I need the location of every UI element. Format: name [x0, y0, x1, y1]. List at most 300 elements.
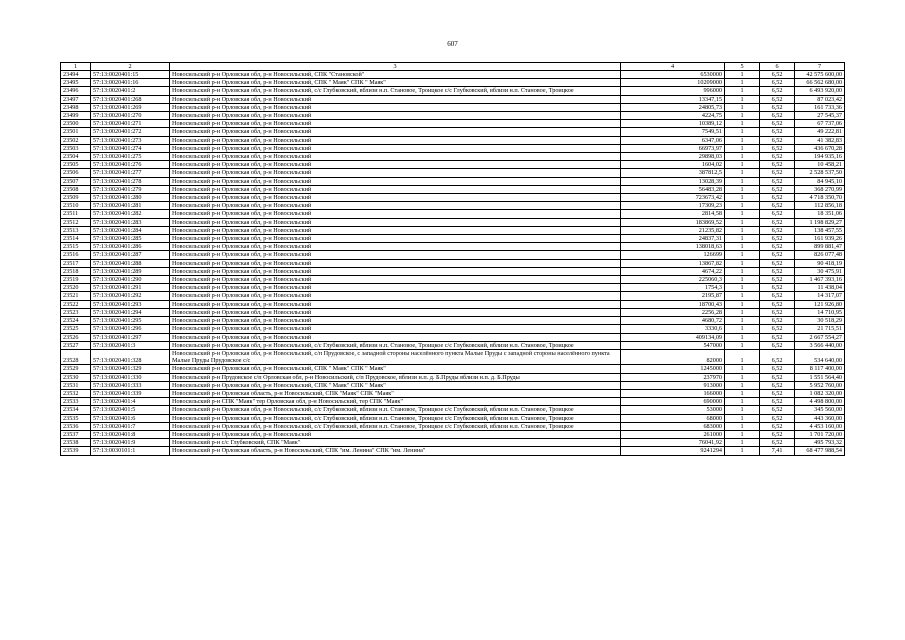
- cadastral-value: 21 715,51: [795, 325, 845, 333]
- rate: 6,52: [760, 95, 795, 103]
- address: Новосильский р-н Орловская обл, р-н Новосильский, СПК " Маяк" СПК " Маяк": [170, 365, 621, 373]
- row-id: 23507: [61, 177, 91, 185]
- address: Новосильский р-н Орловская обл, р-н Новосильский, СПК "Становской": [170, 71, 621, 79]
- column-header: 1: [61, 63, 91, 71]
- area: 547000: [621, 341, 725, 349]
- address: Новосильский р-н Орловская обл, р-н Новосильский: [170, 251, 621, 259]
- address: Новосильский р-н Орловская обл, р-н Новосильский, с/с Глубковский, вблизи н.п. Становое, Троицкое с/с Глубковский, вблизи н.п. Становое, Троицкое: [170, 406, 621, 414]
- area: 29898,03: [621, 153, 725, 161]
- table-row: [61, 414, 845, 422]
- page-number: 607: [447, 40, 458, 48]
- row-id: 23535: [61, 414, 91, 422]
- table-row: [61, 422, 845, 430]
- rate: 6,52: [760, 210, 795, 218]
- coefficient: 1: [725, 300, 760, 308]
- address: Новосильский р-н Орловская обл, р-н Новосильский: [170, 243, 621, 251]
- area: 138018,63: [621, 243, 725, 251]
- cadastral-value: 4 453 160,00: [795, 422, 845, 430]
- rate: 6,52: [760, 161, 795, 169]
- rate: 6,52: [760, 422, 795, 430]
- row-id: 23527: [61, 341, 91, 349]
- row-id: 23521: [61, 292, 91, 300]
- cadastral-number: 57:13:0020401:296: [91, 325, 170, 333]
- table-row: [61, 136, 845, 144]
- cadastral-value: 436 670,28: [795, 144, 845, 152]
- address: Новосильский р-н Орловская обл, р-н Новосильский: [170, 226, 621, 234]
- row-id: 23534: [61, 406, 91, 414]
- table-row: [61, 447, 845, 455]
- cadastral-number: 57:13:0020401:16: [91, 79, 170, 87]
- area: 4674,22: [621, 267, 725, 275]
- cadastral-value: 3 566 440,00: [795, 341, 845, 349]
- row-id: 23531: [61, 381, 91, 389]
- address: Новосильский р-н Орловская обл, р-н Новосильский: [170, 292, 621, 300]
- coefficient: 1: [725, 226, 760, 234]
- coefficient: 1: [725, 422, 760, 430]
- column-header: 7: [795, 63, 845, 71]
- row-id: 23500: [61, 120, 91, 128]
- address: Новосильский р-н Орловская обл, р-н Новосильский: [170, 267, 621, 275]
- address: Новосильский р-н Орловская обл, р-н Новосильский, СПК " Маяк" СПК " Маяк": [170, 79, 621, 87]
- table-row: [61, 161, 845, 169]
- rate: 6,52: [760, 251, 795, 259]
- address: Новосильский р-н Орловская обл, р-н Новосильский: [170, 136, 621, 144]
- address: Новосильский р-н Орловская обл, р-н Новосильский: [170, 300, 621, 308]
- rate: 6,52: [760, 79, 795, 87]
- cadastral-value: 49 222,81: [795, 128, 845, 136]
- rate: 6,52: [760, 226, 795, 234]
- coefficient: 1: [725, 169, 760, 177]
- row-id: 23524: [61, 317, 91, 325]
- coefficient: 1: [725, 317, 760, 325]
- address: Новосильский р-н Орловская обл, р-н Новосильский: [170, 333, 621, 341]
- cadastral-number: 57:13:0020401:290: [91, 276, 170, 284]
- cadastral-value: 194 935,16: [795, 153, 845, 161]
- table-body: [61, 71, 845, 456]
- area: 21235,82: [621, 226, 725, 234]
- table-row: [61, 284, 845, 292]
- address: Новосильский р-н Орловская обл, р-н Новосильский: [170, 202, 621, 210]
- address: Новосильский р-н Орловская обл, р-н Новосильский: [170, 308, 621, 316]
- rate: 6,52: [760, 284, 795, 292]
- coefficient: 1: [725, 202, 760, 210]
- coefficient: 1: [725, 341, 760, 349]
- cadastral-value: 534 640,00: [795, 349, 845, 364]
- cadastral-value-table: [60, 62, 845, 456]
- area: 56483,28: [621, 185, 725, 193]
- cadastral-number: 57:13:0020401:292: [91, 292, 170, 300]
- coefficient: 1: [725, 398, 760, 406]
- address: Новосильский р-н Орловская обл, р-н Новосильский: [170, 128, 621, 136]
- row-id: 23506: [61, 169, 91, 177]
- row-id: 23519: [61, 276, 91, 284]
- table-row: [61, 202, 845, 210]
- cadastral-value: 443 360,00: [795, 414, 845, 422]
- cadastral-value: 4 718 350,70: [795, 194, 845, 202]
- cadastral-value: 27 545,37: [795, 112, 845, 120]
- address: Новосильский р-н с/с Глубковский, СПК "Маяк": [170, 439, 621, 447]
- area: 4224,75: [621, 112, 725, 120]
- coefficient: 1: [725, 389, 760, 397]
- coefficient: 1: [725, 79, 760, 87]
- row-id: 23539: [61, 447, 91, 455]
- rate: 6,52: [760, 430, 795, 438]
- table-row: [61, 144, 845, 152]
- column-header: 4: [621, 63, 725, 71]
- cadastral-number: 57:13:0020401:268: [91, 95, 170, 103]
- row-id: 23502: [61, 136, 91, 144]
- coefficient: 1: [725, 136, 760, 144]
- address: Новосильский р-н Орловская обл, р-н Новосильский: [170, 153, 621, 161]
- rate: 6,52: [760, 439, 795, 447]
- row-id: 23537: [61, 430, 91, 438]
- table-row: [61, 79, 845, 87]
- row-id: 23525: [61, 325, 91, 333]
- address: Новосильский р-н Орловская обл, р-н Новосильский: [170, 112, 621, 120]
- rate: 6,52: [760, 414, 795, 422]
- row-id: 23533: [61, 398, 91, 406]
- cadastral-value: 30 475,91: [795, 267, 845, 275]
- address: Новосильский р-н Орловская обл, р-н Новосильский: [170, 210, 621, 218]
- area: 1754,3: [621, 284, 725, 292]
- cadastral-value: 14 317,07: [795, 292, 845, 300]
- row-id: 23520: [61, 284, 91, 292]
- table-row: [61, 439, 845, 447]
- cadastral-number: 57:13:0020401:273: [91, 136, 170, 144]
- address: Новосильский р-н Орловская обл, р-н Новосильский: [170, 218, 621, 226]
- cadastral-value: 495 793,32: [795, 439, 845, 447]
- row-id: 23523: [61, 308, 91, 316]
- cadastral-value: 30 518,29: [795, 317, 845, 325]
- rate: 6,52: [760, 259, 795, 267]
- area: 24805,73: [621, 103, 725, 111]
- area: 13867,82: [621, 259, 725, 267]
- cadastral-number: 57:13:0020401:289: [91, 267, 170, 275]
- coefficient: 1: [725, 381, 760, 389]
- cadastral-value: 2 528 537,50: [795, 169, 845, 177]
- cadastral-value: 1 701 720,00: [795, 430, 845, 438]
- cadastral-number: 57:13:0020401:279: [91, 185, 170, 193]
- row-id: 23509: [61, 194, 91, 202]
- rate: 6,52: [760, 112, 795, 120]
- area: 24837,31: [621, 235, 725, 243]
- coefficient: 1: [725, 177, 760, 185]
- row-id: 23530: [61, 373, 91, 381]
- cadastral-value: 6 493 920,00: [795, 87, 845, 95]
- row-id: 23514: [61, 235, 91, 243]
- cadastral-number: 57:13:0020401:280: [91, 194, 170, 202]
- cadastral-value: 68 477 988,54: [795, 447, 845, 455]
- rate: 6,52: [760, 218, 795, 226]
- rate: 6,52: [760, 267, 795, 275]
- cadastral-number: 57:13:0020401:15: [91, 71, 170, 79]
- row-id: 23503: [61, 144, 91, 152]
- area: 166000: [621, 389, 725, 397]
- coefficient: 1: [725, 276, 760, 284]
- coefficient: 1: [725, 112, 760, 120]
- cadastral-value: 1 198 829,27: [795, 218, 845, 226]
- cadastral-value: 826 077,48: [795, 251, 845, 259]
- cadastral-number: 57:13:0020401:294: [91, 308, 170, 316]
- table-row: [61, 218, 845, 226]
- rate: 6,52: [760, 317, 795, 325]
- area: 53000: [621, 406, 725, 414]
- cadastral-value: 8 117 400,00: [795, 365, 845, 373]
- area: 409134,09: [621, 333, 725, 341]
- area: 6347,06: [621, 136, 725, 144]
- cadastral-number: 57:13:0020401:282: [91, 210, 170, 218]
- area: 2256,28: [621, 308, 725, 316]
- rate: 6,52: [760, 349, 795, 364]
- area: 13028,39: [621, 177, 725, 185]
- address: Новосильский р-н Орловская обл, р-н Новосильский: [170, 185, 621, 193]
- coefficient: 1: [725, 194, 760, 202]
- table-row: [61, 317, 845, 325]
- rate: 6,52: [760, 71, 795, 79]
- address: Новосильский р-н Орловская обл, р-н Новосильский, с/с Глубковский, вблизи н.п. Становое, Троицкое с/с Глубковский, вблизи н.п. Становое, Троицкое: [170, 341, 621, 349]
- table-row: [61, 210, 845, 218]
- table-row: [61, 243, 845, 251]
- coefficient: 1: [725, 87, 760, 95]
- coefficient: 1: [725, 349, 760, 364]
- area: 13347,15: [621, 95, 725, 103]
- rate: 7,41: [760, 447, 795, 455]
- cadastral-number: 57:13:0020401:284: [91, 226, 170, 234]
- table-row: [61, 389, 845, 397]
- area: 237970: [621, 373, 725, 381]
- area: 261000: [621, 430, 725, 438]
- address: Новосильский р-н Орловская обл, р-н Новосильский, с/с Глубковский, вблизи н.п. Становое, Троицкое с/с Глубковский, вблизи н.п. Становое, Троицкое: [170, 422, 621, 430]
- rate: 6,52: [760, 177, 795, 185]
- table-row: [61, 120, 845, 128]
- row-id: 23510: [61, 202, 91, 210]
- area: 10209000: [621, 79, 725, 87]
- row-id: 23499: [61, 112, 91, 120]
- cadastral-number: 57:13:0020401:4: [91, 398, 170, 406]
- coefficient: 1: [725, 259, 760, 267]
- row-id: 23504: [61, 153, 91, 161]
- cadastral-number: 57:13:0020401:278: [91, 177, 170, 185]
- table-row: [61, 325, 845, 333]
- area: 387812,5: [621, 169, 725, 177]
- cadastral-value: 66 562 680,00: [795, 79, 845, 87]
- rate: 6,52: [760, 128, 795, 136]
- rate: 6,52: [760, 202, 795, 210]
- address: Новосильский р-н Орловская область, р-н Новосильский, СПК "им. Ленина" СПК "им. Ленина": [170, 447, 621, 455]
- cadastral-number: 57:13:0020401:286: [91, 243, 170, 251]
- cadastral-value: 87 023,42: [795, 95, 845, 103]
- column-number-row: [61, 63, 845, 71]
- area: 10389,12: [621, 120, 725, 128]
- table-row: [61, 381, 845, 389]
- cadastral-value: 67 737,06: [795, 120, 845, 128]
- cadastral-number: 57:13:0020401:291: [91, 284, 170, 292]
- area: 225060,3: [621, 276, 725, 284]
- coefficient: 1: [725, 95, 760, 103]
- cadastral-number: 57:13:0020401:8: [91, 430, 170, 438]
- cadastral-number: 57:13:0020401:9: [91, 439, 170, 447]
- area: 2814,58: [621, 210, 725, 218]
- cadastral-number: 57:13:0020401:269: [91, 103, 170, 111]
- rate: 6,52: [760, 292, 795, 300]
- area: 3330,6: [621, 325, 725, 333]
- address: Новосильский р-н СПК "Маяк" тер Орловская обл, р-н Новосильский, тер СПК "Маяк": [170, 398, 621, 406]
- cadastral-value: 10 458,21: [795, 161, 845, 169]
- cadastral-number: 57:13:0020401:293: [91, 300, 170, 308]
- row-id: 23501: [61, 128, 91, 136]
- address: Новосильский р-н Орловская обл, р-н Новосильский: [170, 169, 621, 177]
- cadastral-value: 161 733,36: [795, 103, 845, 111]
- table-row: [61, 235, 845, 243]
- coefficient: 1: [725, 144, 760, 152]
- coefficient: 1: [725, 251, 760, 259]
- rate: 6,52: [760, 144, 795, 152]
- coefficient: 1: [725, 210, 760, 218]
- cadastral-number: 57:13:0020401:275: [91, 153, 170, 161]
- area: 996000: [621, 87, 725, 95]
- row-id: 23528: [61, 349, 91, 364]
- coefficient: 1: [725, 120, 760, 128]
- coefficient: 1: [725, 243, 760, 251]
- cadastral-number: 57:13:0020401:2: [91, 87, 170, 95]
- rate: 6,52: [760, 185, 795, 193]
- area: 723673,42: [621, 194, 725, 202]
- cadastral-value: 14 710,95: [795, 308, 845, 316]
- cadastral-value: 345 560,00: [795, 406, 845, 414]
- address: Новосильский р-н Орловская обл, р-н Новосильский: [170, 259, 621, 267]
- column-header: 3: [170, 63, 621, 71]
- coefficient: 1: [725, 267, 760, 275]
- area: 18700,43: [621, 300, 725, 308]
- area: 126699: [621, 251, 725, 259]
- row-id: 23526: [61, 333, 91, 341]
- row-id: 23511: [61, 210, 91, 218]
- coefficient: 1: [725, 308, 760, 316]
- table-row: [61, 177, 845, 185]
- table-row: [61, 349, 845, 364]
- row-id: 23517: [61, 259, 91, 267]
- cadastral-value: 1 082 320,00: [795, 389, 845, 397]
- row-id: 23515: [61, 243, 91, 251]
- cadastral-number: 57:13:0020401:328: [91, 349, 170, 364]
- rate: 6,52: [760, 235, 795, 243]
- row-id: 23512: [61, 218, 91, 226]
- area: 68000: [621, 414, 725, 422]
- area: 1604,02: [621, 161, 725, 169]
- address: Новосильский р-н Орловская обл, р-н Новосильский: [170, 161, 621, 169]
- cadastral-value: 112 856,18: [795, 202, 845, 210]
- area: 9241294: [621, 447, 725, 455]
- coefficient: 1: [725, 447, 760, 455]
- row-id: 23532: [61, 389, 91, 397]
- address: Новосильский р-н Орловская обл, р-н Новосильский, с/с Глубковский, вблизи н.п. Становое, Троицкое с/с Глубковский, вблизи н.п. Становое, Троицкое: [170, 87, 621, 95]
- rate: 6,52: [760, 398, 795, 406]
- table-row: [61, 276, 845, 284]
- area: 76041,92: [621, 439, 725, 447]
- area: 690000: [621, 398, 725, 406]
- cadastral-number: 57:13:0020401:333: [91, 381, 170, 389]
- coefficient: 1: [725, 161, 760, 169]
- cadastral-value: 18 351,06: [795, 210, 845, 218]
- table-row: [61, 259, 845, 267]
- address: Новосильский р-н Орловская обл, р-н Новосильский: [170, 276, 621, 284]
- cadastral-number: 57:13:0020401:6: [91, 414, 170, 422]
- table-row: [61, 300, 845, 308]
- rate: 6,52: [760, 243, 795, 251]
- cadastral-number: 57:13:0020401:5: [91, 406, 170, 414]
- table-row: [61, 95, 845, 103]
- cadastral-number: 57:13:0020401:297: [91, 333, 170, 341]
- address: Новосильский р-н Орловская обл, р-н Новосильский: [170, 194, 621, 202]
- rate: 6,52: [760, 169, 795, 177]
- coefficient: 1: [725, 406, 760, 414]
- cadastral-number: 57:13:0020401:285: [91, 235, 170, 243]
- cadastral-number: 57:13:0020401:329: [91, 365, 170, 373]
- coefficient: 1: [725, 373, 760, 381]
- coefficient: 1: [725, 284, 760, 292]
- area: 183869,52: [621, 218, 725, 226]
- table-row: [61, 87, 845, 95]
- cadastral-value: 11 438,04: [795, 284, 845, 292]
- cadastral-value: 368 270,99: [795, 185, 845, 193]
- address: Новосильский р-н Орловская обл, р-н Новосильский: [170, 177, 621, 185]
- table-row: [61, 341, 845, 349]
- address: Новосильский р-н Орловская обл, р-н Новосильский: [170, 95, 621, 103]
- area: 17309,23: [621, 202, 725, 210]
- cadastral-number: 57:13:0020401:7: [91, 422, 170, 430]
- table-row: [61, 153, 845, 161]
- cadastral-number: 57:13:0020401:3: [91, 341, 170, 349]
- cadastral-number: 57:13:0030101:1: [91, 447, 170, 455]
- address: Новосильский р-н Орловская обл, р-н Новосильский: [170, 103, 621, 111]
- area: 913000: [621, 381, 725, 389]
- coefficient: 1: [725, 414, 760, 422]
- coefficient: 1: [725, 333, 760, 341]
- rate: 6,52: [760, 325, 795, 333]
- table-row: [61, 373, 845, 381]
- area: 1245000: [621, 365, 725, 373]
- table-row: [61, 251, 845, 259]
- address: Новосильский р-н Орловская обл, р-н Новосильский: [170, 325, 621, 333]
- table-row: [61, 406, 845, 414]
- cadastral-number: 57:13:0020401:272: [91, 128, 170, 136]
- rate: 6,52: [760, 194, 795, 202]
- rate: 6,52: [760, 381, 795, 389]
- cadastral-number: 57:13:0020401:270: [91, 112, 170, 120]
- table-row: [61, 112, 845, 120]
- cadastral-number: 57:13:0020401:339: [91, 389, 170, 397]
- coefficient: 1: [725, 439, 760, 447]
- table-row: [61, 169, 845, 177]
- coefficient: 1: [725, 365, 760, 373]
- table-row: [61, 103, 845, 111]
- row-id: 23529: [61, 365, 91, 373]
- column-header: 5: [725, 63, 760, 71]
- area: 2195,87: [621, 292, 725, 300]
- area: 683000: [621, 422, 725, 430]
- cadastral-number: 57:13:0020401:283: [91, 218, 170, 226]
- rate: 6,52: [760, 276, 795, 284]
- rate: 6,52: [760, 389, 795, 397]
- address: Новосильский р-н Орловская обл, р-н Новосильский: [170, 235, 621, 243]
- area: 7549,51: [621, 128, 725, 136]
- cadastral-value: 138 457,55: [795, 226, 845, 234]
- table-row: [61, 194, 845, 202]
- coefficient: 1: [725, 292, 760, 300]
- row-id: 23538: [61, 439, 91, 447]
- address: Новосильский р-н Орловская обл, р-н Новосильский: [170, 284, 621, 292]
- address: Новосильский р-н Орловская обл, р-н Новосильский: [170, 120, 621, 128]
